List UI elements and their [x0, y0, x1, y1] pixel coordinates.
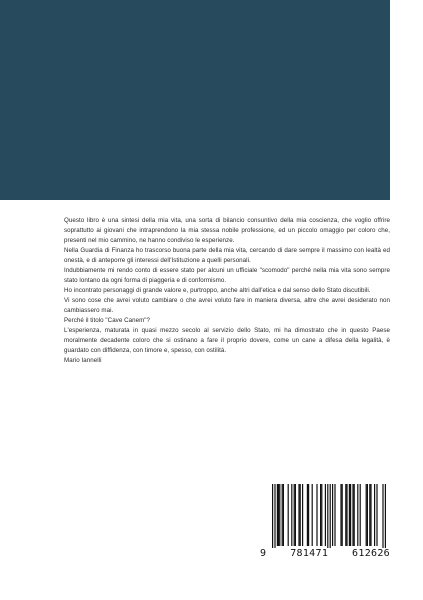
- paragraph: Perché il titolo "Cave Canem"?: [64, 317, 151, 324]
- barcode-bar: [283, 484, 284, 546]
- barcode-bar: [291, 484, 292, 546]
- right-margin: [390, 0, 423, 600]
- barcode-bar: [272, 484, 273, 548]
- barcode-bar: [360, 484, 361, 546]
- barcode-bar: [354, 484, 355, 546]
- barcode-bar: [340, 484, 341, 546]
- barcode-bar: [352, 484, 353, 546]
- barcode-bar: [342, 484, 343, 546]
- cover-color-panel: [0, 0, 390, 200]
- back-cover-text: [64, 216, 390, 366]
- barcode-bar: [298, 484, 299, 546]
- barcode-bar: [279, 484, 280, 546]
- barcode-bar: [302, 484, 303, 546]
- barcode-bar: [376, 484, 377, 546]
- barcode-bar: [370, 484, 371, 546]
- barcode-bar: [325, 484, 326, 546]
- barcode-bars: [260, 482, 390, 548]
- barcode-bar: [367, 484, 368, 546]
- barcode-bar: [277, 484, 278, 546]
- barcode-bar: [294, 484, 295, 546]
- barcode-bar: [278, 484, 279, 546]
- barcode-bar: [332, 484, 333, 546]
- isbn-digits: [260, 548, 390, 559]
- barcode-bar: [345, 484, 346, 546]
- barcode-bar: [346, 484, 347, 546]
- isbn-digit-group: 9: [260, 548, 267, 559]
- paragraph: Ho incontrato personaggi di grande valore e, purtroppo, anche altri dall'etica e dal senso dello Stato discutibili.: [64, 287, 371, 294]
- barcode-bar: [288, 484, 289, 546]
- barcode-bar: [334, 484, 335, 546]
- barcode-bar: [295, 484, 296, 546]
- barcode-bar: [300, 484, 301, 546]
- barcode-bar: [374, 484, 375, 546]
- paragraph: Nella Guardia di Finanza ho trascorso buona parte della mia vita, cercando di dare sempre il massimo con lealtà ed onestà, e di anteporre gli interessi dell'Istituzione a quelli personali.: [64, 247, 390, 264]
- barcode-bar: [316, 484, 317, 546]
- barcode-bar: [308, 484, 309, 546]
- barcode-bar: [349, 484, 350, 546]
- barcode-bar: [320, 484, 321, 546]
- paragraph: Questo libro è una sintesi della mia vita, una sorta di bilancio consuntivo della mia coscienza, che voglio offrire soprattutto ai giovani che intraprendono la mia stessa nobile professione, ed un piccolo omaggio per coloro che, presenti nel mio cammino, ne hanno condiviso le esperienze.: [64, 217, 390, 244]
- barcode-bar: [307, 484, 308, 546]
- barcode-bar: [282, 484, 283, 546]
- barcode-bar: [274, 484, 275, 548]
- barcode-bar: [382, 484, 383, 548]
- barcode-bar: [321, 484, 322, 546]
- isbn-barcode: [260, 482, 390, 574]
- barcode-bar: [369, 484, 370, 546]
- isbn-digit-group: 612626: [352, 548, 390, 559]
- barcode-bar: [366, 484, 367, 546]
- paragraph: Vi sono cose che avrei voluto cambiare o che avrei voluto fare in maniera diversa, altre che avrei desiderato non cambiassero mai.: [64, 297, 390, 314]
- author-signature: Mario Iannelli: [64, 357, 102, 364]
- paragraph: L'esperienza, maturata in quasi mezzo secolo al servizio dello Stato, mi ha dimostrato che in questo Paese moralmente decadente coloro che si ostinano a fare il proprio dovere, come un cane a difesa della legalità, è guardato con diffidenza, con timore e, spesso, con ostilità.: [64, 327, 390, 354]
- isbn-digit-group: 781471: [290, 548, 329, 559]
- paragraph: Indubbiamente mi rendo conto di essere stato per alcuni un ufficiale "scomodo" perché nella mia vita sono sempre stato lontano da ogni forma di piaggeria e di conformismo.: [64, 267, 390, 284]
- barcode-bar: [330, 484, 331, 548]
- barcode-bar: [327, 484, 328, 548]
- barcode-bar: [385, 484, 386, 548]
- barcode-bar: [312, 484, 313, 546]
- barcode-bar: [357, 484, 358, 546]
- barcode-bar: [350, 484, 351, 546]
